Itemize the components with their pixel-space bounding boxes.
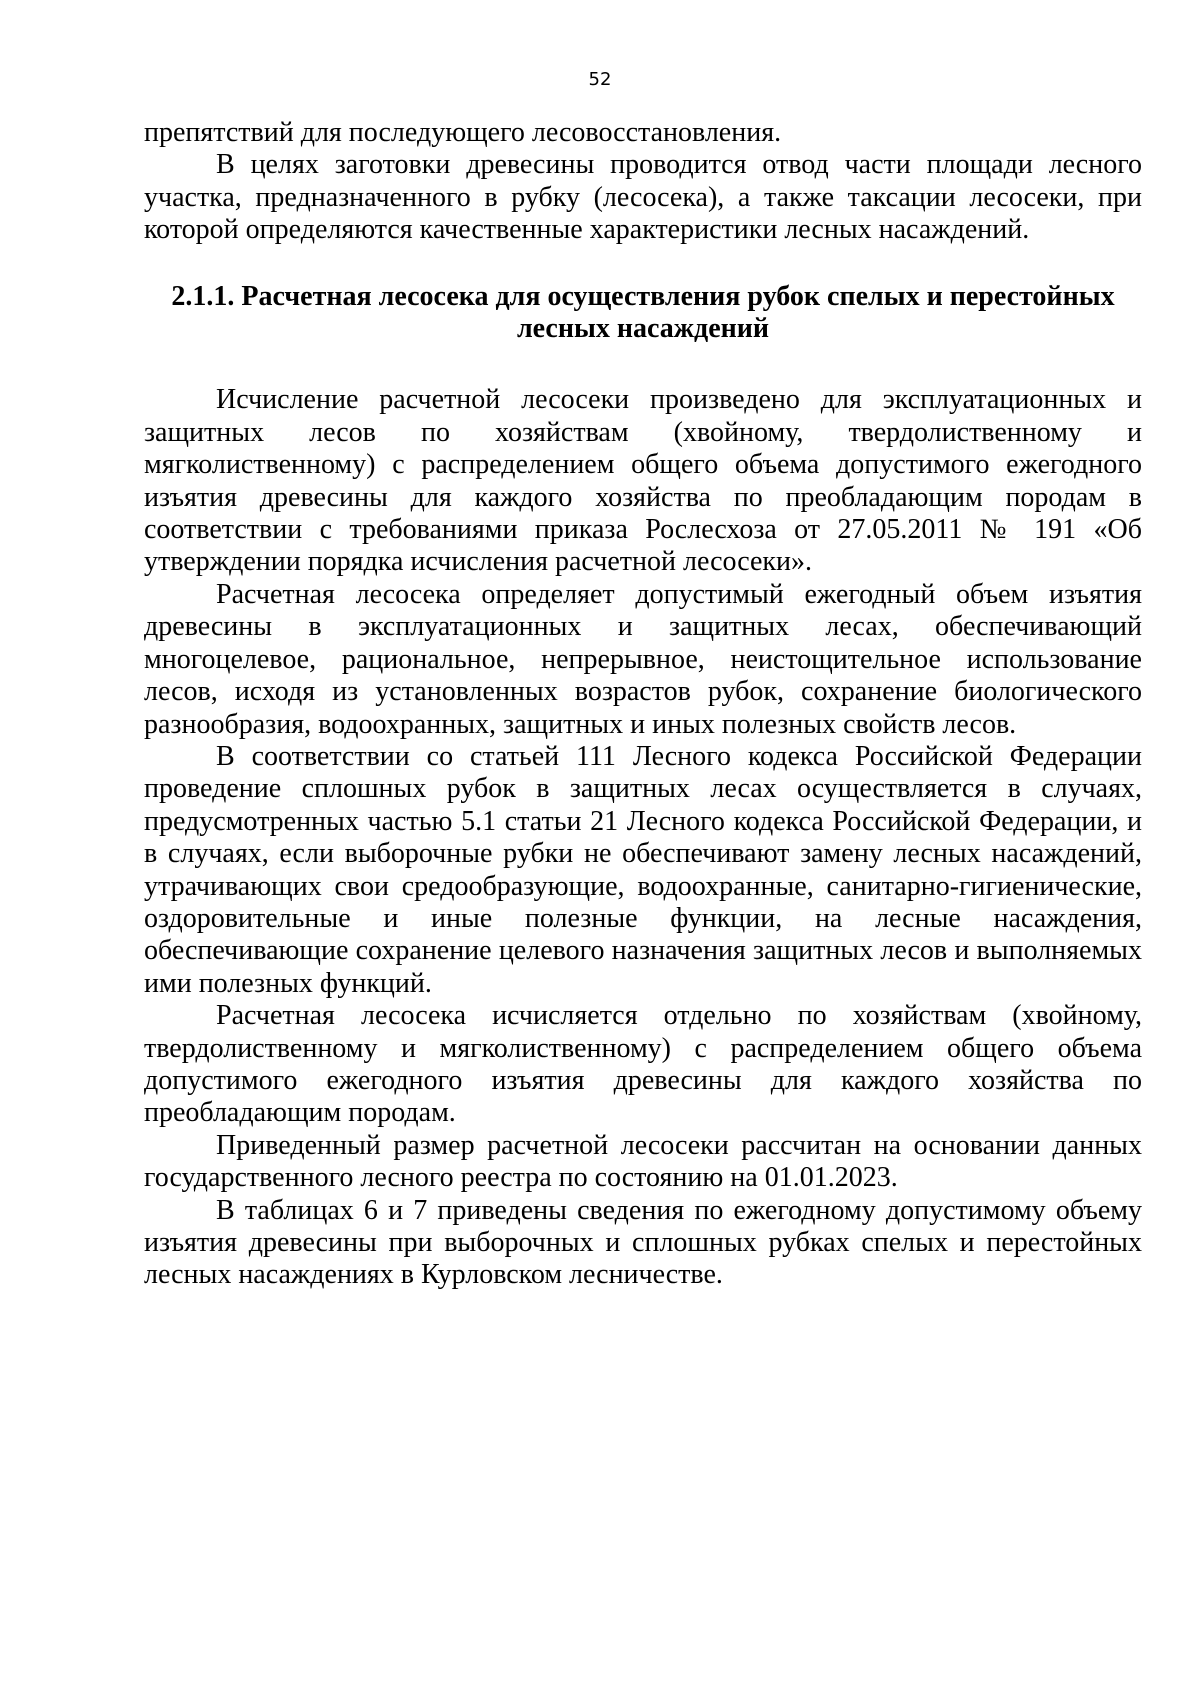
paragraph-continued: препятствий для последующего лесовосстановления. (144, 117, 782, 148)
paragraph: В целях заготовки древесины проводится отвод части площади лесного участка, предназначенного в рубку (лесосека), а также таксации лесосеки, при которой определяются качественные характеристики лесных насаждений. (144, 149, 1142, 246)
paragraph: В соответствии со статьей 111 Лесного кодекса Российской Федерации проведение сплошных рубок в защитных лесах осуществляется в случаях, предусмотренных частью 5.1 статьи 21 Лесного кодекса Российской Федерации, и в случаях, если выборочные рубки не обеспечивают замену лесных насаждений, утрачивающих свои средообразующие, водоохранные, санитарно-гигиенические, оздоровительные и иные полезные функции, на лесные насаждения, обеспечивающие сохранение целевого назначения защитных лесов и выполняемых ими полезных функций. (144, 740, 1142, 999)
paragraph: Приведенный размер расчетной лесосеки рассчитан на основании данных государственного лесного реестра по состоянию на 01.01.2023. (144, 1129, 1142, 1194)
page-number: 52 (588, 69, 612, 90)
page-content (144, 117, 1142, 1292)
paragraph: Расчетная лесосека исчисляется отдельно по хозяйствам (хвойному, твердолиственному и мягколиственному) с распределением общего объема допустимого ежегодного изъятия древесины для каждого хозяйства по преобладающим породам. (144, 1000, 1142, 1129)
section-heading: 2.1.1. Расчетная лесосека для осуществления рубок спелых и перестойных лесных насаждений (171, 280, 1115, 345)
paragraph: Исчисление расчетной лесосеки произведено для эксплуатационных и защитных лесов по хозяйствам (хвойному, твердолиственному и мягколиственному) с распределением общего объема допустимого ежегодного изъятия древесины для каждого хозяйства по преобладающим породам в соответствии с требованиями приказа Рослесхоза от 27.05.2011 № 191 «Об утверждении порядка исчисления расчетной лесосеки». (144, 384, 1142, 578)
paragraph: В таблицах 6 и 7 приведены сведения по ежегодному допустимому объему изъятия древесины при выборочных и сплошных рубках спелых и перестойных лесных насаждениях в Курловском лесничестве. (144, 1194, 1142, 1291)
paragraph: Расчетная лесосека определяет допустимый ежегодный объем изъятия древесины в эксплуатационных и защитных лесах, обеспечивающий многоцелевое, рациональное, непрерывное, неистощительное использование лесов, исходя из установленных возрастов рубок, сохранение биологического разнообразия, водоохранных, защитных и иных полезных свойств лесов. (144, 578, 1142, 740)
